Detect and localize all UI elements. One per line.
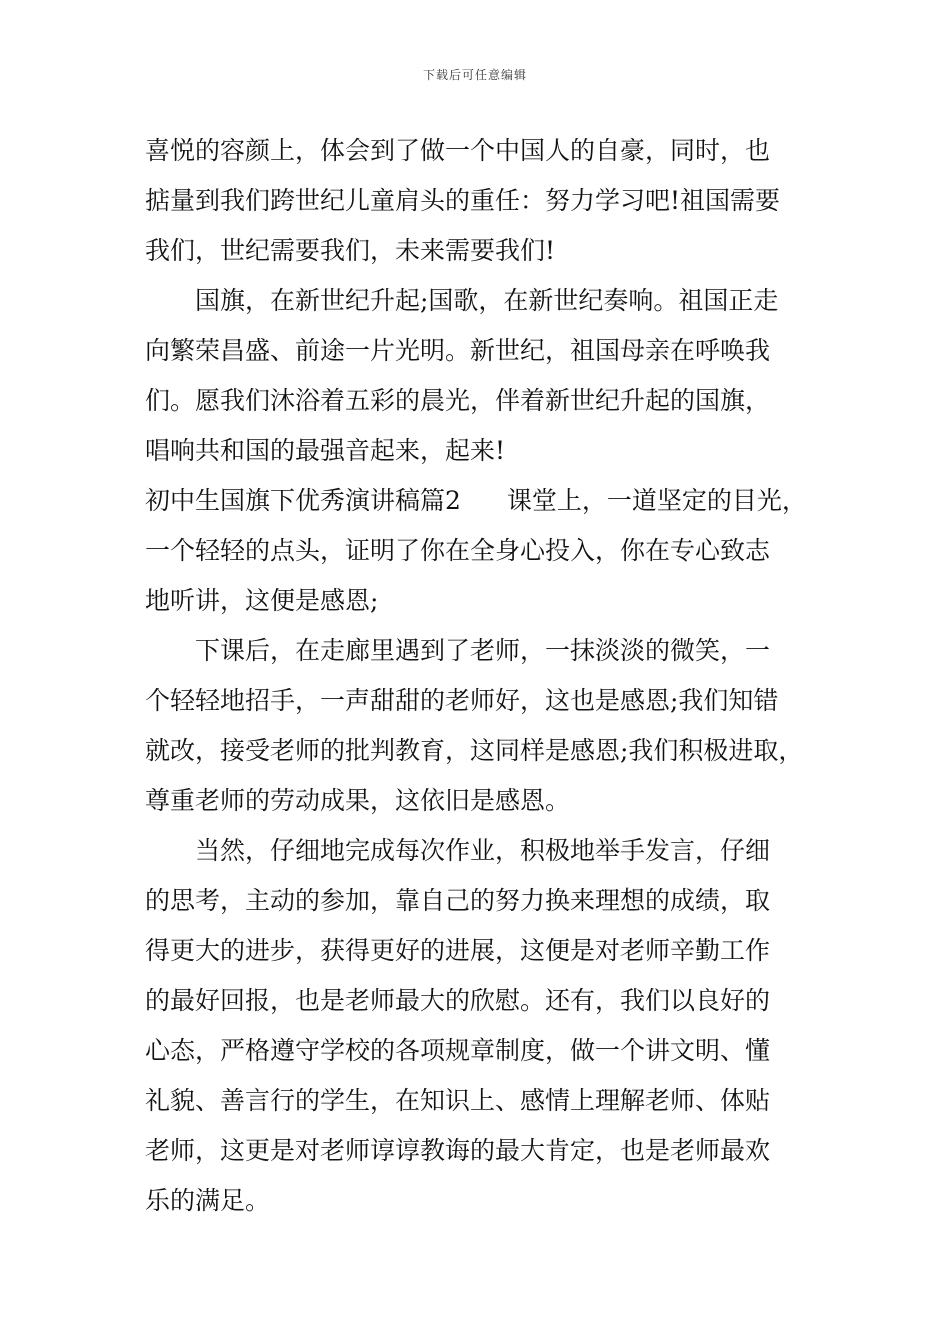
paragraph-line: 的思考，主动的参加，靠自己的努力换来理想的成绩，取 bbox=[145, 886, 771, 915]
paragraph-line: 就改，接受老师的批判教育，这同样是感恩;我们积极进取， bbox=[145, 736, 804, 765]
paragraph-line: 心态，严格遵守学校的各项规章制度，做一个讲文明、懂 bbox=[145, 1036, 771, 1065]
paragraph-line: 乐的满足。 bbox=[145, 1186, 271, 1215]
paragraph-line: 老师，这更是对老师谆谆教诲的最大肯定，也是老师最欢 bbox=[145, 1136, 771, 1165]
paragraph-line: 唱响共和国的最强音起来，起来! bbox=[145, 436, 506, 465]
document-body bbox=[145, 126, 830, 1226]
paragraph-line: 一个轻轻的点头，证明了你在全身心投入，你在专心致志 bbox=[145, 536, 771, 565]
paragraph-line: 掂量到我们跨世纪儿童肩头的重任：努力学习吧!祖国需要 bbox=[145, 186, 781, 215]
paragraph-line: 礼貌、善言行的学生，在知识上、感情上理解老师、体贴 bbox=[145, 1086, 771, 1115]
paragraph-line: 向繁荣昌盛、前途一片光明。新世纪，祖国母亲在呼唤我 bbox=[145, 336, 771, 365]
paragraph-line: 尊重老师的劳动成果，这依旧是感恩。 bbox=[145, 786, 571, 815]
paragraph-line: 喜悦的容颜上，体会到了做一个中国人的自豪，同时，也 bbox=[145, 136, 771, 165]
paragraph-line: 地听讲，这便是感恩; bbox=[145, 586, 379, 615]
paragraph-line: 当然，仔细地完成每次作业，积极地举手发言，仔细 bbox=[195, 836, 771, 865]
page-header: 下载后可任意编辑 bbox=[422, 68, 527, 82]
paragraph-line: 我们，世纪需要我们，未来需要我们! bbox=[145, 236, 556, 265]
paragraph-line: 的最好回报，也是老师最大的欣慰。还有，我们以良好的 bbox=[145, 986, 771, 1015]
paragraph-line: 得更大的进步，获得更好的进展，这便是对老师辛勤工作 bbox=[145, 936, 771, 965]
paragraph-line: 国旗，在新世纪升起;国歌，在新世纪奏响。祖国正走 bbox=[195, 286, 779, 315]
section-title: 初中生国旗下优秀演讲稿篇2 bbox=[145, 486, 461, 515]
paragraph-line: 下课后，在走廊里遇到了老师，一抹淡淡的微笑，一 bbox=[195, 636, 771, 665]
paragraph-line: 个轻轻地招手，一声甜甜的老师好，这也是感恩;我们知错 bbox=[145, 686, 779, 715]
paragraph-line bbox=[145, 476, 830, 526]
paragraph-line: 们。愿我们沐浴着五彩的晨光，伴着新世纪升起的国旗， bbox=[145, 386, 771, 415]
paragraph-text: 课堂上，一道坚定的目光， bbox=[506, 486, 807, 515]
